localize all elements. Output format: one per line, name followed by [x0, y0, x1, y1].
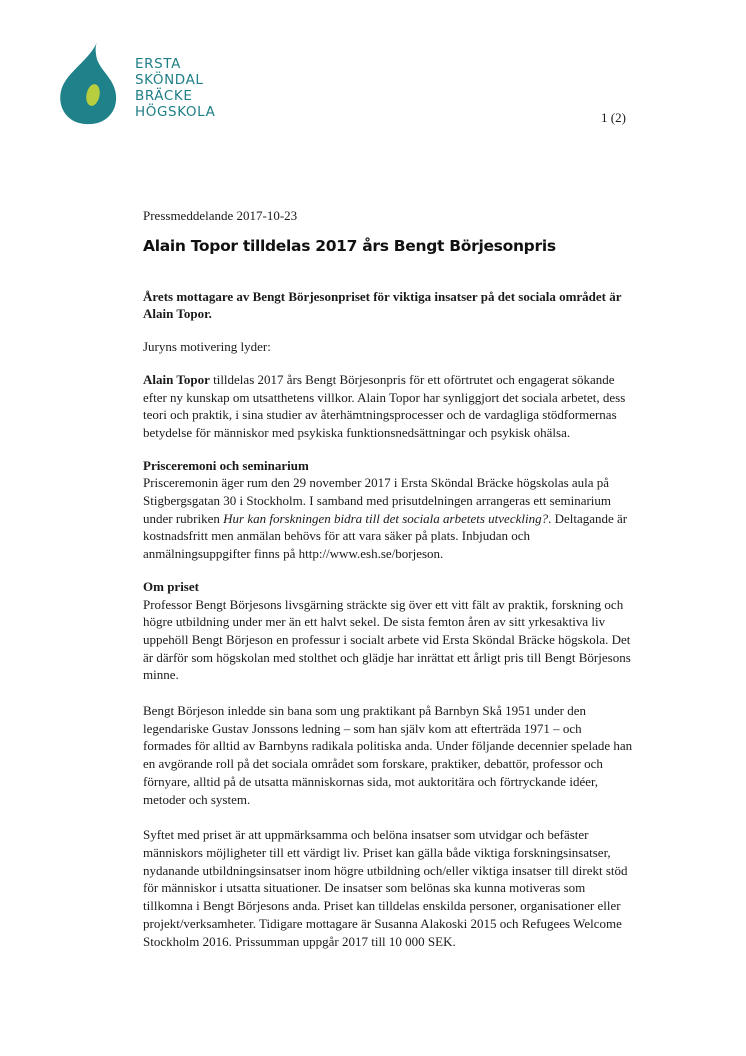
about-paragraph-1: Professor Bengt Börjesons livsgärning sträckte sig över ett vitt fält av praktik, forskning och högre utbildning under mer än ett halvt sekel. De sista femton åren av sitt yrkesaktiva liv uppehöll Bengt Börjeson en professur i socialt arbete vid Ersta Sköndal Bräcke högskola. Det är därför som högskolan med stolthet och glädje har inrättat ett årligt pris till Bengt Börjesons minne.: [143, 596, 631, 683]
motivation-name: Alain Topor: [143, 371, 210, 387]
motivation-paragraph: [143, 371, 633, 442]
about-heading: Om priset: [143, 578, 199, 594]
press-date: Pressmeddelande 2017-10-23: [143, 208, 298, 223]
jury-intro: Juryns motivering lyder:: [143, 339, 271, 355]
seminar-title: Hur kan forskningen bidra till det sociala arbetets utveckling?: [223, 510, 549, 526]
press-release-body: [143, 207, 633, 950]
school-logo-drop-icon: [58, 40, 120, 131]
motivation-text: tilldelas 2017 års Bengt Börjesonpris för ett oförtrutet och engagerat sökande efter ny kunskap om utsatthetens villkor. Alain Topor har synliggjort det sociala arbetet, dess teori och praktik, i sina studier av återhämtningsprocesser och de vardagliga stödformernas betydelse för människor med psykiska funktionsnedsättningar och psykisk ohälsa.: [143, 371, 626, 440]
logo-line-4: HÖGSKOLA: [135, 104, 216, 120]
lead-paragraph: Årets mottagare av Bengt Börjesonpriset för viktiga insatser på det sociala området är Alain Topor.: [143, 288, 622, 322]
ceremony-text-2: . Deltagande är kostnadsfritt men anmälan behövs för att vara säker på plats. Inbjudan och anmälningsuppgifter finns på http://www.esh.se/borjeson.: [143, 510, 628, 562]
press-title: Alain Topor tilldelas 2017 års Bengt Börjesonpris: [143, 236, 556, 255]
ceremony-paragraph: [143, 474, 633, 563]
about-paragraph-3: Syftet med priset är att uppmärksamma och belöna insatser som utvidgar och befäster människors möjligheter till ett värdigt liv. Priset kan gälla både viktiga forskningsinsatser, nydanande utbildningsinsatser inom högre utbildning och/eller viktiga insatser till direkt stöd för människor i utsatta situationer. De insatser som belönas ska kunna motiveras som tillkomna i Bengt Börjesons anda. Priset kan tilldelas enskilda personer, organisationer eller projekt/verksamheter. Tidigare mottagare är Susanna Alakoski 2015 och Refugees Welcome Stockholm 2016. Prissumman uppgår 2017 till 10 000 SEK.: [143, 827, 628, 949]
page-number: 1 (2): [601, 110, 626, 125]
ceremony-text-1: Prisceremonin äger rum den 29 november 2017 i Ersta Sköndal Bräcke högskolas aula på Stigbergsgatan 30 i Stockholm. I samband med prisutdelningen arrangeras ett seminarium under rubriken: [143, 475, 612, 526]
logo-line-3: BRÄCKE: [135, 88, 193, 104]
logo-line-1: ERSTA: [135, 56, 181, 72]
logo-line-2: SKÖNDAL: [135, 72, 204, 88]
about-paragraph-2: Bengt Börjeson inledde sin bana som ung praktikant på Barnbyn Skå 1951 under den legendariske Gustav Jonssons ledning – som han själv kom att efterträda 1971 – och formades för alltid av Barnbyns radikala politiska anda. Under följande decennier spelade han en avgörande roll på det sociala området som forskare, praktiker, debattör, professor och förnyare, alltid på de utsatta människornas sida, mot auktoritära och förtryckande idéer, metoder och system.: [143, 703, 633, 807]
ceremony-heading: Prisceremoni och seminarium: [143, 457, 309, 473]
school-logo-text: [135, 56, 215, 120]
